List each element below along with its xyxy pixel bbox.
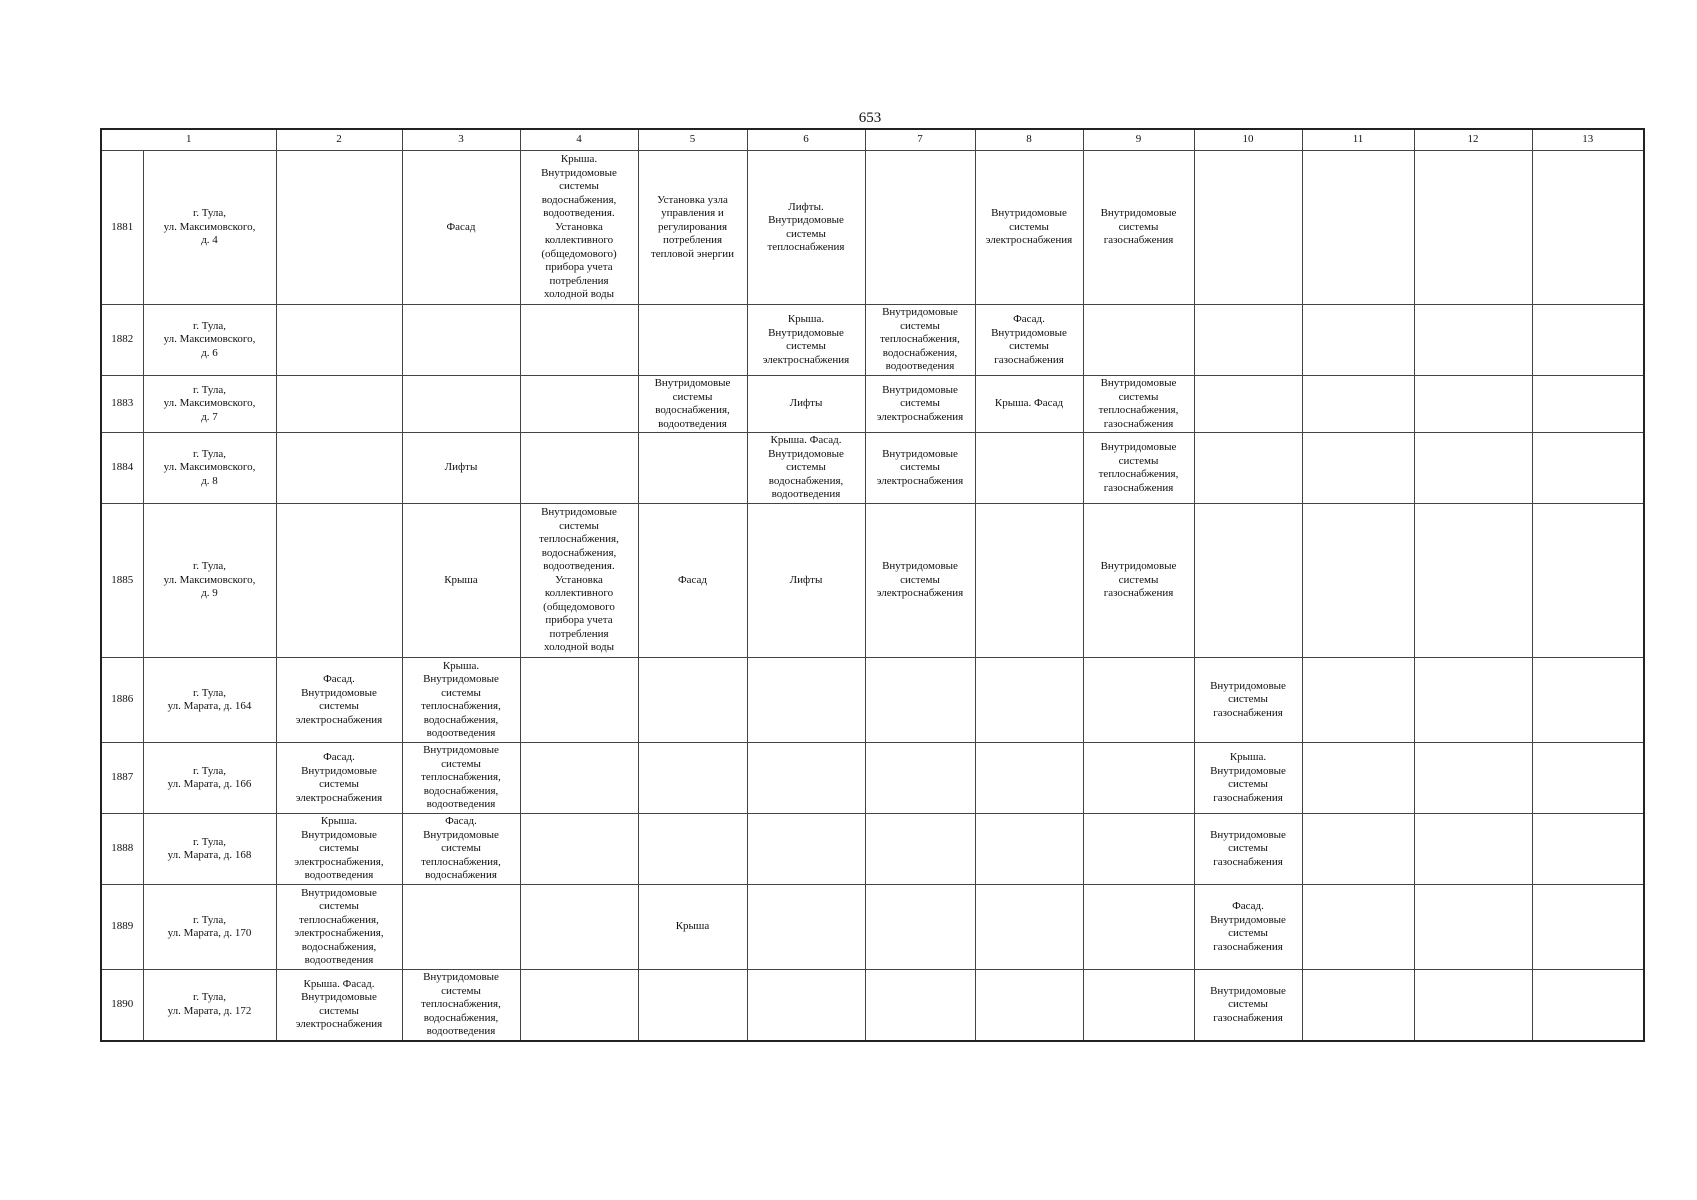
work-type-cell-col-6: Крыша. Фасад. Внутридомовые системы водоснабжения, водоотведения: [747, 433, 865, 504]
work-type-cell-col-5: Установка узла управления и регулирования потребления тепловой энергии: [638, 151, 747, 305]
work-type-cell-col-13: [1532, 658, 1644, 743]
column-header: 6: [747, 129, 865, 151]
work-type-cell-col-2: [276, 376, 402, 433]
column-header: 9: [1083, 129, 1194, 151]
work-type-cell-col-7: Внутридомовые системы теплоснабжения, водоснабжения, водоотведения: [865, 305, 975, 376]
address-cell: г. Тула, ул. Максимовского, д. 7: [143, 376, 276, 433]
address-cell: г. Тула, ул. Максимовского, д. 4: [143, 151, 276, 305]
work-type-cell-col-7: [865, 814, 975, 885]
work-type-cell-col-13: [1532, 433, 1644, 504]
row-number-cell: 1882: [101, 305, 143, 376]
work-type-cell-col-7: [865, 658, 975, 743]
work-type-cell-col-7: Внутридомовые системы электроснабжения: [865, 433, 975, 504]
row-number-cell: 1890: [101, 970, 143, 1041]
work-type-cell-col-5: [638, 305, 747, 376]
work-type-cell-col-9: [1083, 743, 1194, 814]
work-type-cell-col-10: [1194, 151, 1302, 305]
work-type-cell-col-8: Внутридомовые системы электроснабжения: [975, 151, 1083, 305]
table-row: [101, 885, 1644, 970]
row-number-cell: 1885: [101, 504, 143, 658]
work-type-cell-col-12: [1414, 376, 1532, 433]
work-type-cell-col-3: Внутридомовые системы теплоснабжения, водоснабжения, водоотведения: [402, 743, 520, 814]
work-type-cell-col-6: Лифты. Внутридомовые системы теплоснабжения: [747, 151, 865, 305]
work-type-cell-col-4: [520, 970, 638, 1041]
work-type-cell-col-4: [520, 814, 638, 885]
work-type-cell-col-7: [865, 970, 975, 1041]
work-type-cell-col-5: Внутридомовые системы водоснабжения, водоотведения: [638, 376, 747, 433]
work-type-cell-col-3: [402, 885, 520, 970]
work-type-cell-col-5: [638, 743, 747, 814]
work-type-cell-col-6: [747, 658, 865, 743]
column-header: 10: [1194, 129, 1302, 151]
work-type-cell-col-12: [1414, 885, 1532, 970]
table-row: [101, 433, 1644, 504]
work-type-cell-col-9: Внутридомовые системы газоснабжения: [1083, 504, 1194, 658]
work-type-cell-col-12: [1414, 504, 1532, 658]
work-type-cell-col-3: [402, 305, 520, 376]
work-type-cell-col-6: [747, 885, 865, 970]
address-cell: г. Тула, ул. Марата, д. 170: [143, 885, 276, 970]
work-type-cell-col-12: [1414, 658, 1532, 743]
work-type-cell-col-12: [1414, 743, 1532, 814]
work-type-cell-col-13: [1532, 814, 1644, 885]
address-cell: г. Тула, ул. Марата, д. 164: [143, 658, 276, 743]
work-type-cell-col-9: Внутридомовые системы газоснабжения: [1083, 151, 1194, 305]
work-type-cell-col-11: [1302, 376, 1414, 433]
work-type-cell-col-8: Крыша. Фасад: [975, 376, 1083, 433]
column-header: 4: [520, 129, 638, 151]
work-type-cell-col-9: [1083, 305, 1194, 376]
work-type-cell-col-7: Внутридомовые системы электроснабжения: [865, 504, 975, 658]
work-type-cell-col-10: [1194, 376, 1302, 433]
table-row: [101, 151, 1644, 305]
work-type-cell-col-9: [1083, 970, 1194, 1041]
work-type-cell-col-11: [1302, 433, 1414, 504]
work-type-cell-col-10: Фасад. Внутридомовые системы газоснабжения: [1194, 885, 1302, 970]
work-type-cell-col-9: Внутридомовые системы теплоснабжения, газоснабжения: [1083, 376, 1194, 433]
address-cell: г. Тула, ул. Марата, д. 168: [143, 814, 276, 885]
work-type-cell-col-11: [1302, 658, 1414, 743]
work-type-cell-col-10: Внутридомовые системы газоснабжения: [1194, 970, 1302, 1041]
column-header: 7: [865, 129, 975, 151]
work-type-cell-col-12: [1414, 305, 1532, 376]
work-type-cell-col-10: Внутридомовые системы газоснабжения: [1194, 814, 1302, 885]
work-type-cell-col-11: [1302, 970, 1414, 1041]
work-type-cell-col-2: [276, 151, 402, 305]
work-type-cell-col-9: [1083, 885, 1194, 970]
row-number-cell: 1881: [101, 151, 143, 305]
column-header: 2: [276, 129, 402, 151]
column-header: 5: [638, 129, 747, 151]
work-type-cell-col-4: Внутридомовые системы теплоснабжения, водоснабжения, водоотведения. Установка коллективного (общедомового прибора учета потребления холодной воды: [520, 504, 638, 658]
work-type-cell-col-10: [1194, 305, 1302, 376]
work-type-cell-col-4: Крыша. Внутридомовые системы водоснабжения, водоотведения. Установка коллективного (общедомового) прибора учета потребления холодной воды: [520, 151, 638, 305]
work-type-cell-col-6: Лифты: [747, 504, 865, 658]
column-header: 12: [1414, 129, 1532, 151]
work-type-cell-col-6: [747, 814, 865, 885]
work-type-cell-col-13: [1532, 743, 1644, 814]
work-type-cell-col-7: [865, 151, 975, 305]
work-type-cell-col-13: [1532, 151, 1644, 305]
work-type-cell-col-6: [747, 743, 865, 814]
table-row: [101, 814, 1644, 885]
column-header: 8: [975, 129, 1083, 151]
work-type-cell-col-5: [638, 433, 747, 504]
repair-schedule-table: [100, 128, 1645, 1042]
work-type-cell-col-8: [975, 885, 1083, 970]
work-type-cell-col-4: [520, 885, 638, 970]
table-row: [101, 376, 1644, 433]
work-type-cell-col-4: [520, 305, 638, 376]
work-type-cell-col-2: Крыша. Фасад. Внутридомовые системы электроснабжения: [276, 970, 402, 1041]
work-type-cell-col-2: Внутридомовые системы теплоснабжения, электроснабжения, водоснабжения, водоотведения: [276, 885, 402, 970]
work-type-cell-col-8: [975, 433, 1083, 504]
work-type-cell-col-13: [1532, 504, 1644, 658]
work-type-cell-col-8: [975, 504, 1083, 658]
row-number-cell: 1887: [101, 743, 143, 814]
work-type-cell-col-10: [1194, 504, 1302, 658]
work-type-cell-col-5: [638, 814, 747, 885]
row-number-cell: 1884: [101, 433, 143, 504]
work-type-cell-col-8: [975, 658, 1083, 743]
address-cell: г. Тула, ул. Марата, д. 172: [143, 970, 276, 1041]
row-number-cell: 1883: [101, 376, 143, 433]
column-header: 13: [1532, 129, 1644, 151]
work-type-cell-col-7: Внутридомовые системы электроснабжения: [865, 376, 975, 433]
work-type-cell-col-3: Фасад. Внутридомовые системы теплоснабжения, водоснабжения: [402, 814, 520, 885]
work-type-cell-col-12: [1414, 970, 1532, 1041]
work-type-cell-col-9: [1083, 658, 1194, 743]
work-type-cell-col-3: Внутридомовые системы теплоснабжения, водоснабжения, водоотведения: [402, 970, 520, 1041]
work-type-cell-col-3: Лифты: [402, 433, 520, 504]
work-type-cell-col-12: [1414, 151, 1532, 305]
work-type-cell-col-11: [1302, 885, 1414, 970]
work-type-cell-col-4: [520, 376, 638, 433]
work-type-cell-col-8: [975, 814, 1083, 885]
row-number-cell: 1889: [101, 885, 143, 970]
work-type-cell-col-10: Крыша. Внутридомовые системы газоснабжения: [1194, 743, 1302, 814]
work-type-cell-col-8: [975, 970, 1083, 1041]
work-type-cell-col-3: Фасад: [402, 151, 520, 305]
work-type-cell-col-3: [402, 376, 520, 433]
work-type-cell-col-8: [975, 743, 1083, 814]
work-type-cell-col-11: [1302, 504, 1414, 658]
work-type-cell-col-9: Внутридомовые системы теплоснабжения, газоснабжения: [1083, 433, 1194, 504]
work-type-cell-col-13: [1532, 885, 1644, 970]
work-type-cell-col-4: [520, 433, 638, 504]
column-header: 1: [101, 129, 276, 151]
work-type-cell-col-3: Крыша. Внутридомовые системы теплоснабжения, водоснабжения, водоотведения: [402, 658, 520, 743]
column-header: 11: [1302, 129, 1414, 151]
work-type-cell-col-13: [1532, 970, 1644, 1041]
work-type-cell-col-3: Крыша: [402, 504, 520, 658]
table-row: [101, 504, 1644, 658]
work-type-cell-col-4: [520, 743, 638, 814]
work-type-cell-col-6: [747, 970, 865, 1041]
work-type-cell-col-2: [276, 433, 402, 504]
table-row: [101, 743, 1644, 814]
table-body: [101, 151, 1644, 1041]
work-type-cell-col-11: [1302, 814, 1414, 885]
work-type-cell-col-2: Фасад. Внутридомовые системы электроснабжения: [276, 658, 402, 743]
work-type-cell-col-12: [1414, 814, 1532, 885]
work-type-cell-col-13: [1532, 305, 1644, 376]
page-number: 653: [858, 110, 882, 126]
table-row: [101, 970, 1644, 1041]
work-type-cell-col-8: Фасад. Внутридомовые системы газоснабжения: [975, 305, 1083, 376]
work-type-cell-col-2: [276, 504, 402, 658]
work-type-cell-col-10: [1194, 433, 1302, 504]
work-type-cell-col-2: Фасад. Внутридомовые системы электроснабжения: [276, 743, 402, 814]
address-cell: г. Тула, ул. Максимовского, д. 8: [143, 433, 276, 504]
work-type-cell-col-5: Крыша: [638, 885, 747, 970]
work-type-cell-col-10: Внутридомовые системы газоснабжения: [1194, 658, 1302, 743]
work-type-cell-col-5: [638, 970, 747, 1041]
work-type-cell-col-5: Фасад: [638, 504, 747, 658]
address-cell: г. Тула, ул. Максимовского, д. 9: [143, 504, 276, 658]
table-row: [101, 658, 1644, 743]
work-type-cell-col-12: [1414, 433, 1532, 504]
work-type-cell-col-9: [1083, 814, 1194, 885]
column-header: 3: [402, 129, 520, 151]
work-type-cell-col-5: [638, 658, 747, 743]
work-type-cell-col-6: Крыша. Внутридомовые системы электроснабжения: [747, 305, 865, 376]
work-type-cell-col-4: [520, 658, 638, 743]
work-type-cell-col-7: [865, 743, 975, 814]
work-type-cell-col-11: [1302, 743, 1414, 814]
work-type-cell-col-11: [1302, 305, 1414, 376]
header-row: [101, 129, 1644, 151]
work-type-cell-col-6: Лифты: [747, 376, 865, 433]
work-type-cell-col-7: [865, 885, 975, 970]
table-row: [101, 305, 1644, 376]
work-type-cell-col-11: [1302, 151, 1414, 305]
work-type-cell-col-2: Крыша. Внутридомовые системы электроснабжения, водоотведения: [276, 814, 402, 885]
address-cell: г. Тула, ул. Марата, д. 166: [143, 743, 276, 814]
row-number-cell: 1886: [101, 658, 143, 743]
address-cell: г. Тула, ул. Максимовского, д. 6: [143, 305, 276, 376]
work-type-cell-col-13: [1532, 376, 1644, 433]
work-type-cell-col-2: [276, 305, 402, 376]
row-number-cell: 1888: [101, 814, 143, 885]
